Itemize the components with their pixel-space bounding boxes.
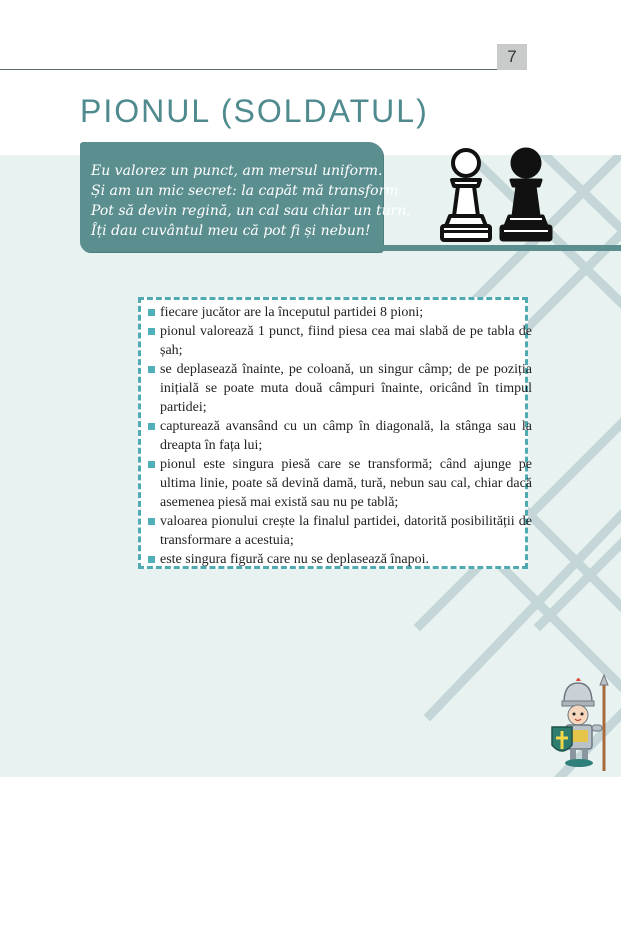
verse-text (91, 161, 411, 241)
header-rule (0, 69, 497, 70)
list-item: capturează avansând cu un câmp în diagonală, la stânga sau la dreapta în fața lui; (148, 417, 532, 455)
verse-line: Și am un mic secret: la capăt mă transform (91, 183, 399, 199)
list-item: valoarea pionului crește la finalul partidei, datorită posibilității de transformare a acestuia; (148, 512, 532, 550)
bullet-square-icon (148, 366, 155, 373)
list-item: este singura figură care nu se deplasează înapoi. (148, 550, 532, 569)
verse-line: Eu valorez un punct, am mersul uniform. (91, 163, 383, 179)
bullet-square-icon (148, 423, 155, 430)
list-item: pionul este singura piesă care se transformă; când ajunge pe ultima linie, poate să devină damă, tură, nebun sau cal, chiar dacă asemenea piesă mai există sau nu pe tablă; (148, 455, 532, 512)
white-pawn-icon (438, 146, 494, 246)
facts-list (148, 303, 532, 569)
verse-line: Îți dau cuvântul meu că pot fi și nebun! (91, 223, 371, 239)
list-item: fiecare jucător are la începutul partidei 8 pioni; (148, 303, 532, 322)
page-title: PIONUL (SOLDATUL) (80, 93, 429, 129)
bullet-square-icon (148, 518, 155, 525)
list-item: pionul valorează 1 punct, fiind piesa cea mai slabă de pe tabla de șah; (148, 322, 532, 360)
page-number: 7 (497, 44, 527, 70)
black-pawn-icon (498, 146, 554, 246)
list-item: se deplasează înainte, pe coloană, un singur câmp; de pe poziția inițială se poate muta două câmpuri înainte, oricând în timpul partidei; (148, 360, 532, 417)
bullet-square-icon (148, 309, 155, 316)
bullet-square-icon (148, 556, 155, 563)
verse-line: Pot să devin regină, un cal sau chiar un turn, (91, 203, 411, 219)
bullet-square-icon (148, 328, 155, 335)
knight-mascot-icon (548, 525, 614, 771)
bullet-square-icon (148, 461, 155, 468)
